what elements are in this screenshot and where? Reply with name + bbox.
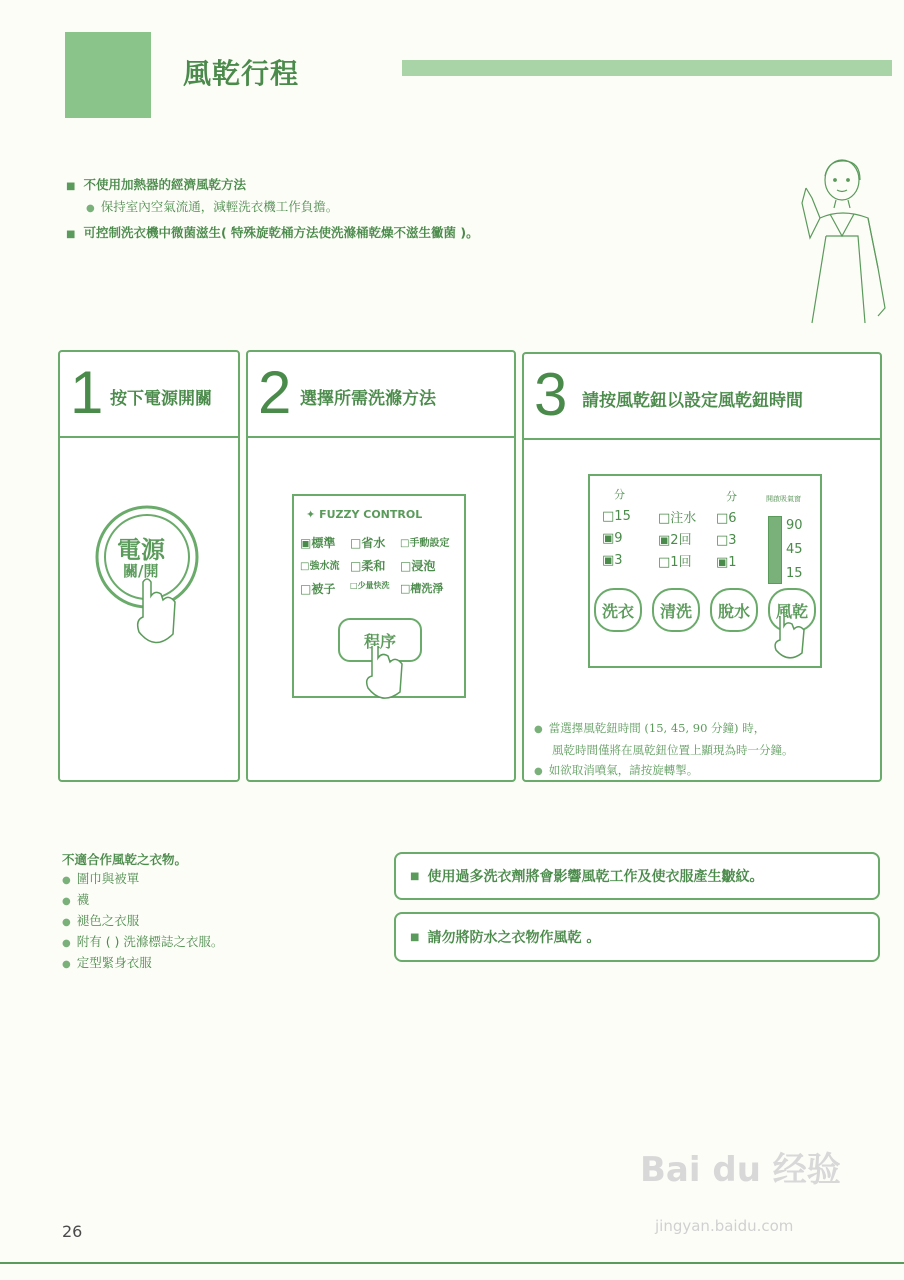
unsuitable-item-1: ● 襪 xyxy=(62,890,223,911)
baidu-watermark-url: jingyan.baidu.com xyxy=(655,1217,794,1235)
col3-item-2[interactable]: ▣1 xyxy=(716,555,737,570)
col3-unit: 分 xyxy=(726,490,737,503)
step-3-number: 3 xyxy=(534,361,568,428)
step-2-header xyxy=(248,352,514,438)
wash-options-grid xyxy=(300,534,460,597)
step-2-panel xyxy=(246,350,516,782)
step-1-panel xyxy=(58,350,240,782)
power-button-bottom-label[interactable]: 關/開 xyxy=(123,562,159,580)
step-1-number: 1 xyxy=(70,359,104,426)
option-soak[interactable]: □浸泡 xyxy=(400,559,436,573)
intro-bullets xyxy=(66,175,479,245)
spin-button[interactable]: 脫水 xyxy=(710,588,758,632)
option-manual[interactable]: □手動設定 xyxy=(400,538,450,549)
col1-item-0[interactable]: □15 xyxy=(602,509,631,524)
option-standard[interactable]: ▣標準 xyxy=(300,536,336,550)
page-number: 26 xyxy=(62,1222,83,1241)
dry-col3 xyxy=(716,508,737,574)
pointing-hand-icon xyxy=(360,646,420,706)
step-2-label: 選擇所需洗滌方法 xyxy=(300,389,436,409)
header-bar xyxy=(402,60,892,76)
intro-item-1-sub: ● 保持室內空氣流通，減輕洗衣機工作負擔。 xyxy=(66,197,479,219)
option-quilt[interactable]: □被子 xyxy=(300,582,336,596)
baidu-watermark: Bai du 经验 xyxy=(640,1150,841,1190)
program-button[interactable]: 程序 xyxy=(338,618,422,662)
step-3-note-1: ● 當選擇風乾鈕時間 (15, 45, 90 分鐘) 時， xyxy=(534,718,794,740)
step-2-number: 2 xyxy=(258,359,292,426)
dry-button[interactable]: 風乾 xyxy=(768,588,816,632)
dry-timer-gauge xyxy=(768,516,782,584)
warning-2-text: ■ 請勿將防水之衣物作風乾 。 xyxy=(427,930,601,946)
woman-illustration-icon xyxy=(790,158,890,328)
page-title: 風乾行程 xyxy=(183,57,300,90)
fuzzy-logo-icon: ✦ xyxy=(306,508,316,521)
col1-unit: 分 xyxy=(614,488,625,501)
step-1-label: 按下電源開關 xyxy=(110,389,212,409)
warning-box-1 xyxy=(394,852,880,900)
intro-item-1: ■ 不使用加熱器的經濟風乾方法 xyxy=(66,175,479,197)
dry-col2 xyxy=(658,508,696,574)
warning-box-2 xyxy=(394,912,880,962)
step-3-panel xyxy=(522,352,882,782)
intro-item-2: ■ 可控制洗衣機中微菌滋生( 特殊旋乾桶方法使洗滌桶乾燥不滋生黴菌 )。 xyxy=(66,223,479,245)
col3-item-1[interactable]: □3 xyxy=(716,533,737,548)
header-square xyxy=(65,32,151,118)
bottom-rule xyxy=(0,1262,904,1264)
wash-button[interactable]: 洗衣 xyxy=(594,588,642,632)
unsuitable-item-3: ● 附有 ( ) 洗滌標誌之衣服。 xyxy=(62,932,223,953)
col2-item-0[interactable]: □注水 xyxy=(658,511,697,526)
dry-control-panel xyxy=(588,474,822,668)
option-tub-clean[interactable]: □槽洗淨 xyxy=(400,582,444,595)
step-3-header xyxy=(524,354,880,440)
col4-item-1: 45 xyxy=(786,542,803,557)
pointing-hand-icon-2 xyxy=(770,616,818,664)
step-3-label: 請按風乾鈕以設定風乾鈕時間 xyxy=(582,391,803,411)
col1-item-1[interactable]: ▣9 xyxy=(602,531,623,546)
unsuitable-item-2: ● 褪色之衣服 xyxy=(62,911,223,932)
col4-item-0: 90 xyxy=(786,518,803,533)
step-3-notes xyxy=(534,718,794,782)
col2-item-1[interactable]: ▣2回 xyxy=(658,533,692,548)
option-gentle[interactable]: □柔和 xyxy=(350,559,386,573)
unsuitable-items xyxy=(62,850,223,974)
step-3-note-2: ● 如欲取消噴氣，請按旋轉掣。 xyxy=(534,760,794,782)
fuzzy-brand-text: FUZZY CONTROL xyxy=(319,508,423,521)
dry-col4 xyxy=(786,514,803,586)
step-3-note-1b: 風乾時間僅將在風乾鈕位置上顯現為時一分鐘。 xyxy=(552,743,794,757)
step-1-header xyxy=(60,352,238,438)
unsuitable-item-0: ● 圍巾與被單 xyxy=(62,869,223,890)
option-quick-wash[interactable]: □少量快洗 xyxy=(350,581,390,590)
unsuitable-item-4: ● 定型緊身衣服 xyxy=(62,953,223,974)
option-save-water[interactable]: □省水 xyxy=(350,536,386,550)
power-button-top-label[interactable]: 電源 xyxy=(117,536,165,564)
col1-item-2[interactable]: ▣3 xyxy=(602,553,623,568)
warning-1-text: ■ 使用過多洗衣劑將會影響風乾工作及使衣服產生皺紋。 xyxy=(427,869,764,885)
fuzzy-control-panel xyxy=(292,494,466,698)
col4-item-2: 15 xyxy=(786,566,803,581)
option-strong-flow[interactable]: □強水流 xyxy=(300,561,340,572)
col3-item-0[interactable]: □6 xyxy=(716,511,737,526)
rinse-button[interactable]: 清洗 xyxy=(652,588,700,632)
fuzzy-control-brand xyxy=(306,508,422,521)
dry-col1 xyxy=(602,506,631,572)
unsuitable-title: 不適合作風乾之衣物。 xyxy=(62,852,188,867)
col4-label: 開啟吸氣窗 xyxy=(766,495,801,503)
col2-item-2[interactable]: □1回 xyxy=(658,555,692,570)
